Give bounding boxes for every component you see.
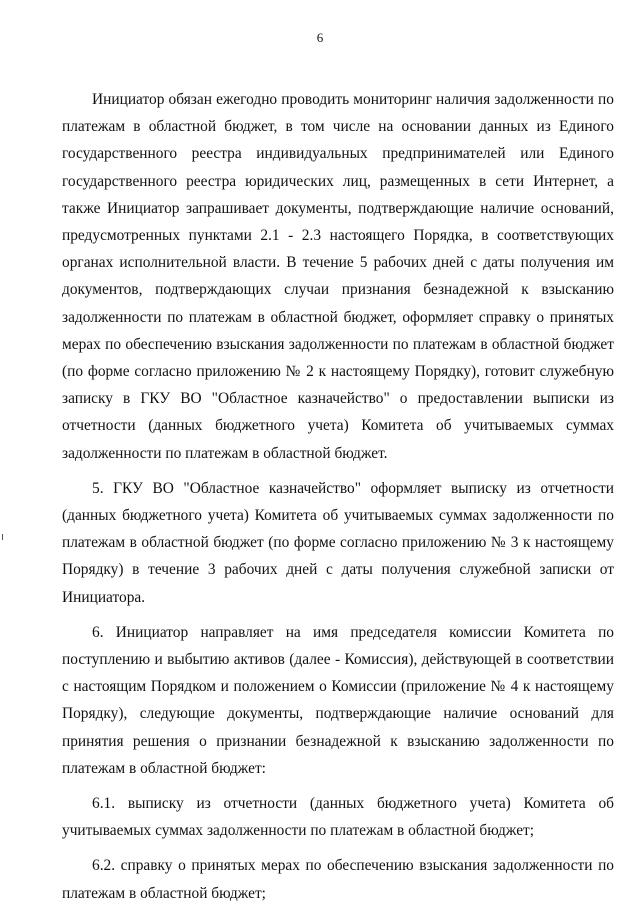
paragraph-6-1: 6.1. выписку из отчетности (данных бюджетного учета) Комитета об учитываемых суммах задолженности по платежам в областной бюджет; [62,795,614,840]
page-number: 6 [316,30,324,45]
margin-mark [2,534,3,540]
body-text [62,86,614,915]
paragraph-6: 6. Инициатор направляет на имя председателя комиссии Комитета по поступлению и выбытию активов (далее - Комиссия), действующей в соответствии с настоящим Порядком и положением о Комиссии (приложение № 4 к настоящему Порядку), следующие документы, подтверждающие наличие оснований для принятия решения о признании безнадежной к взысканию задолженности по платежам в областной бюджет: [62,623,614,777]
paragraph-5: 5. ГКУ ВО "Областное казначейство" оформляет выписку из отчетности (данных бюджетного учета) Комитета об учитываемых суммах задолженности по платежам в областной бюджет (по форме согласно приложению № 3 к настоящему Порядку) в течение 3 рабочих дней с даты получения служебной записки от Инициатора. [62,479,614,606]
paragraph-6-2: 6.2. справку о принятых мерах по обеспечению взыскания задолженности по платежам в областной бюджет; [62,857,614,902]
paragraph-monitoring: Инициатор обязан ежегодно проводить мониторинг наличия задолженности по платежам в областной бюджет, в том числе на основании данных из Единого государственного реестра индивидуальных предпринимателей или Единого государственного реестра юридических лиц, размещенных в сети Интернет, а также Инициатор запрашивает документы, подтверждающие наличие оснований, предусмотренных пунктами 2.1 - 2.3 настоящего Порядка, в соответствующих органах исполнительной власти. В течение 5 рабочих дней с даты получения им документов, подтверждающих случаи признания безнадежной к взысканию задолженности по платежам в областной бюджет, оформляет справку о принятых мерах по обеспечению взыскания задолженности по платежам в областной бюджет (по форме согласно приложению № 2 к настоящему Порядку), готовит служебную записку в ГКУ ВО "Областное казначейство" о предоставлении выписки из отчетности (данных бюджетного учета) Комитета об учитываемых суммах задолженности по платежам в областной бюджет. [62,91,614,462]
